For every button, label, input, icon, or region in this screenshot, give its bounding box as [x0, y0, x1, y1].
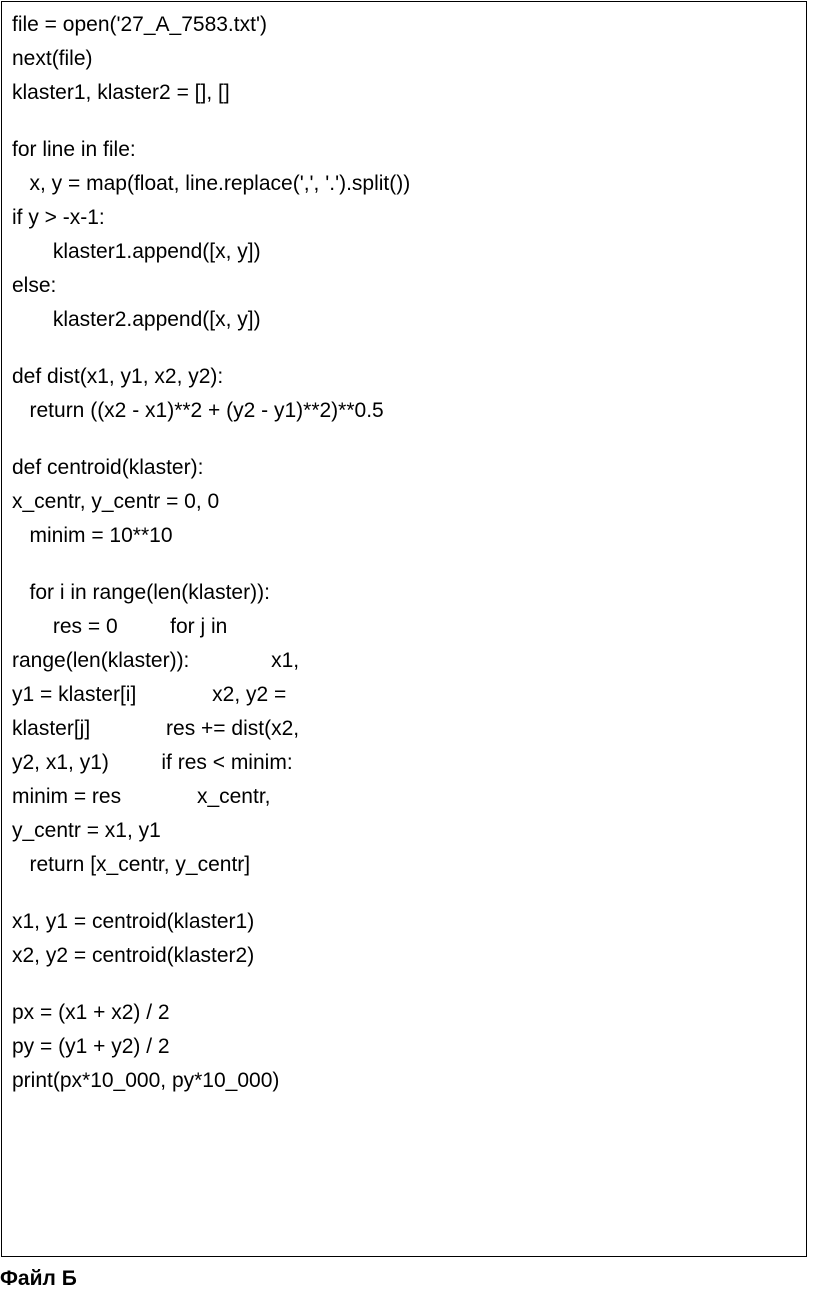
code-line: x2, y2 = centroid(klaster2)	[12, 944, 255, 967]
code-line: else:	[12, 274, 57, 297]
code-line: for i in range(len(klaster)):	[12, 581, 270, 604]
code-line: klaster[j] res += dist(x2,	[12, 717, 300, 740]
code-line: x, y = map(float, line.replace(',', '.').split())	[12, 172, 411, 195]
file-caption: Файл Б	[0, 1267, 77, 1290]
code-block	[1, 1, 807, 1257]
code-line: return ((x2 - x1)**2 + (y2 - y1)**2)**0.5	[12, 399, 384, 422]
code-line: file = open('27_A_7583.txt')	[12, 13, 267, 36]
code-line: x1, y1 = centroid(klaster1)	[12, 910, 255, 933]
code-line: klaster2.append([x, y])	[12, 308, 261, 331]
code-line: py = (y1 + y2) / 2	[12, 1035, 170, 1058]
code-line: y1 = klaster[i] x2, y2 =	[12, 683, 287, 706]
code-line: next(file)	[12, 47, 93, 70]
code-line: klaster1, klaster2 = [], []	[12, 81, 230, 104]
code-line: minim = res x_centr,	[12, 785, 271, 808]
code-line: return [x_centr, y_centr]	[12, 853, 251, 876]
code-line: y_centr = x1, y1	[12, 819, 161, 842]
code-line: if y > -x-1:	[12, 206, 105, 229]
code-line: klaster1.append([x, y])	[12, 240, 261, 263]
code-line: print(px*10_000, py*10_000)	[12, 1069, 280, 1092]
code-line: y2, x1, y1) if res < minim:	[12, 751, 293, 774]
code-line: def centroid(klaster):	[12, 456, 204, 479]
code-line: for line in file:	[12, 138, 136, 161]
code-line: minim = 10**10	[12, 524, 173, 547]
code-line: x_centr, y_centr = 0, 0	[12, 490, 220, 513]
code-line: range(len(klaster)): x1,	[12, 649, 300, 672]
code-line: px = (x1 + x2) / 2	[12, 1001, 170, 1024]
code-line: def dist(x1, y1, x2, y2):	[12, 365, 224, 388]
code-line: res = 0 for j in	[12, 615, 228, 638]
